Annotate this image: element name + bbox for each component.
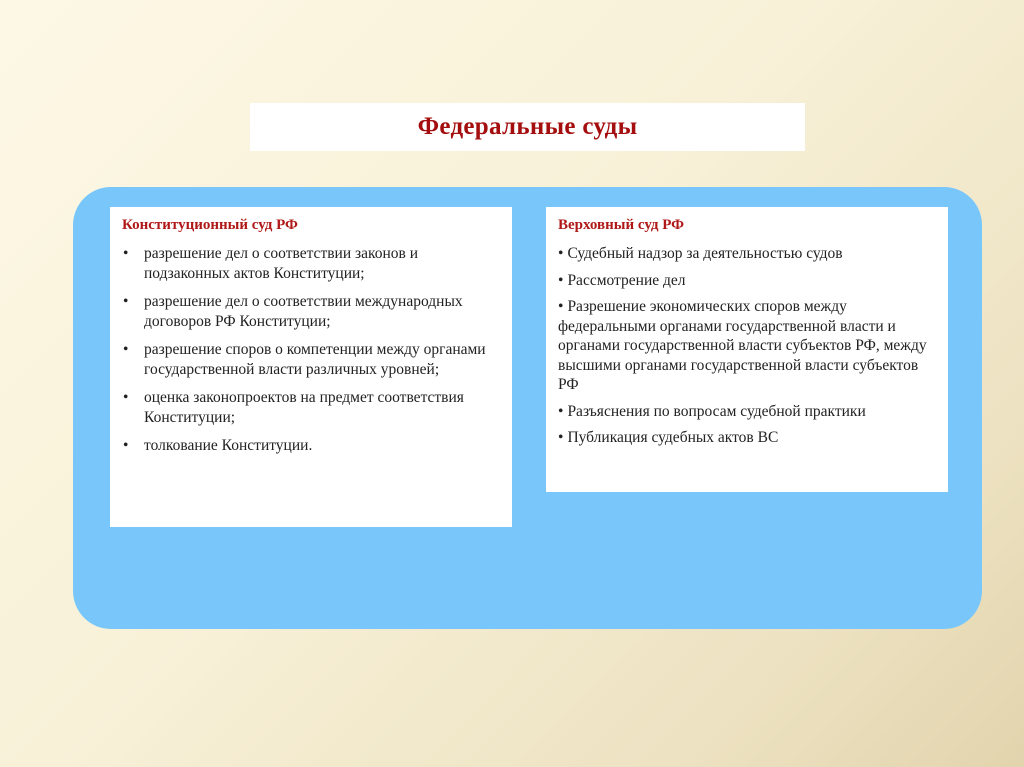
list-item [122,340,502,379]
supreme-court-list [558,244,938,448]
list-item [558,271,938,291]
slide-title: Федеральные суды [417,113,638,140]
bullet-icon: • [123,389,129,406]
bullet-icon: • [123,293,129,310]
list-item [122,388,502,427]
list-item-text: разрешение дел о соответствии законов и подзаконных актов Конституции; [144,245,419,282]
list-item-text: разрешение дел о соответствии международных договоров РФ Конституции; [144,293,463,330]
list-item-text: оценка законопроектов на предмет соответствия Конституции; [144,389,464,426]
bullet-icon: • [123,437,129,454]
bullet-icon: • [558,245,564,262]
list-item [122,244,502,283]
constitutional-court-card [110,207,512,527]
supreme-court-card [546,207,948,492]
constitutional-court-list [122,244,502,456]
list-item-text: Судебный надзор за деятельностью судов [567,245,843,262]
list-item [558,428,938,448]
list-item-text: Разъяснения по вопросам судебной практики [567,402,866,420]
supreme-court-heading: Верховный суд РФ [558,217,685,233]
constitutional-court-heading: Конституционный суд РФ [122,217,298,233]
bullet-icon: • [558,402,564,420]
bullet-icon: • [558,298,564,315]
list-item [558,244,938,264]
bullet-icon: • [123,341,129,358]
list-item [122,292,502,331]
bullet-icon: • [558,271,564,289]
list-item [558,402,938,422]
bullet-icon: • [123,245,129,262]
list-item-text: Рассмотрение дел [567,271,686,289]
list-item-text: Публикация судебных актов ВС [567,429,779,446]
list-item [558,297,938,395]
list-item-text: Разрешение экономических споров между федеральными органами государственной власти и органами государственной власти субъектов РФ, между высшими органами государственной власти субъектов РФ [558,298,927,393]
list-item [122,436,502,456]
bullet-icon: • [558,429,564,446]
list-item-text: толкование Конституции. [144,437,313,454]
title-box [250,103,805,151]
list-item-text: разрешение споров о компетенции между органами государственной власти различных уровней; [144,341,486,378]
